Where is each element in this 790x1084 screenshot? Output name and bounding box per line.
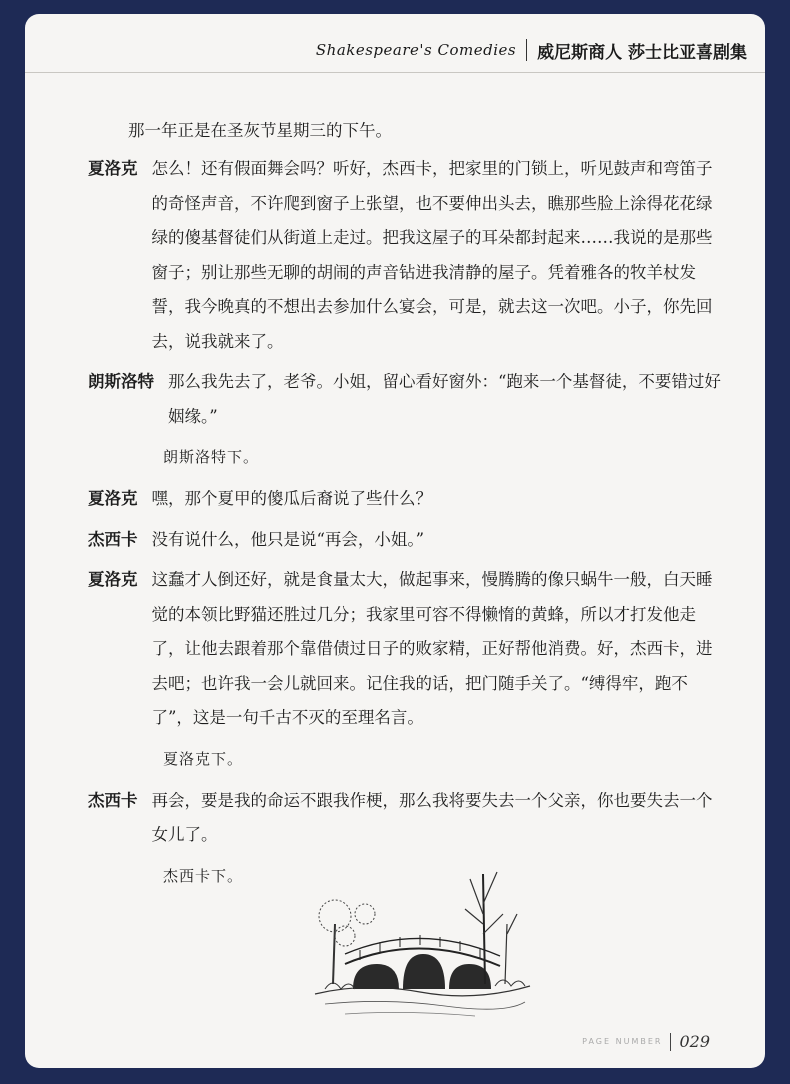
- speech-text: 那么我先去了，老爷。小姐，留心看好窗外：“跑来一个基督徒，不要错过好姻缘。”: [168, 372, 721, 426]
- stage-direction: 夏洛克下。: [163, 749, 244, 768]
- speech-shylock-1: [88, 152, 728, 359]
- stage-direction: 杰西卡下。: [163, 866, 244, 885]
- stage-direction: 朗斯洛特下。: [163, 448, 260, 466]
- speaker-name: 杰西卡: [88, 529, 138, 549]
- running-header: [316, 32, 747, 68]
- page-number: 029: [679, 1032, 710, 1051]
- header-divider: [526, 39, 527, 61]
- speech-launcelot: [88, 365, 728, 434]
- speaker-name: 朗斯洛特: [88, 372, 154, 391]
- speaker-name: 夏洛克: [88, 489, 138, 508]
- speech-text: 这蠢才人倒还好，就是食量太大，做起事来，慢腾腾的像只蜗牛一般，白天睡觉的本领比野猫还胜过几分；我家里可容不得懒惰的黄蜂，所以才打发他走了，让他去跟着那个靠借债过日子的败家精，正好帮他消费。好，杰西卡，进去吧；也许我一会儿就回来。记住我的话，把门随手关了。“缚得牢，跑不了”，这是一句千古不灭的至理名言。: [151, 570, 713, 727]
- bridge-illustration-icon: [305, 854, 535, 1024]
- header-rule: [25, 72, 765, 73]
- speech-text: 没有说什么，他只是说“再会，小姐。”: [151, 529, 425, 549]
- book-page: [25, 14, 765, 1068]
- page-number-label: PAGE NUMBER: [582, 1037, 663, 1046]
- play-text: [88, 114, 728, 901]
- speaker-name: 夏洛克: [88, 159, 138, 178]
- intro-line: 那一年正是在圣灰节星期三的下午。: [128, 121, 392, 140]
- speaker-name: 夏洛克: [88, 570, 138, 589]
- page-footer: [582, 1032, 710, 1051]
- speech-shylock-3: [88, 563, 728, 736]
- english-series-title: Shakespeare's Comedies: [315, 41, 517, 59]
- speech-shylock-2: [88, 482, 728, 517]
- speech-text: 再会，要是我的命运不跟我作梗，那么我将要失去一个父亲，你也要失去一个女儿了。: [151, 790, 713, 844]
- speech-text: 怎么！还有假面舞会吗？听好，杰西卡，把家里的门锁上，听见鼓声和弯笛子的奇怪声音，不许爬到窗子上张望，也不要伸出头去，瞧那些脸上涂得花花绿绿的傻基督徒们从街道上走过。把我这屋子的耳朵都封起来……我说的是那些窗子；别让那些无聊的胡闹的声音钻进我清静的屋子。凭着雅各的牧羊杖发誓，我今晚真的不想出去参加什么宴会，可是，就去这一次吧。小子，你先回去，说我就来了。: [151, 159, 713, 351]
- speaker-name: 杰西卡: [88, 790, 138, 810]
- speech-jessica-1: [88, 523, 728, 558]
- chinese-book-title: 威尼斯商人 莎士比亚喜剧集: [537, 42, 747, 63]
- speech-jessica-2: [88, 784, 728, 853]
- footer-divider: [670, 1033, 671, 1051]
- speech-text: 嘿，那个夏甲的傻瓜后裔说了些什么？: [151, 489, 432, 508]
